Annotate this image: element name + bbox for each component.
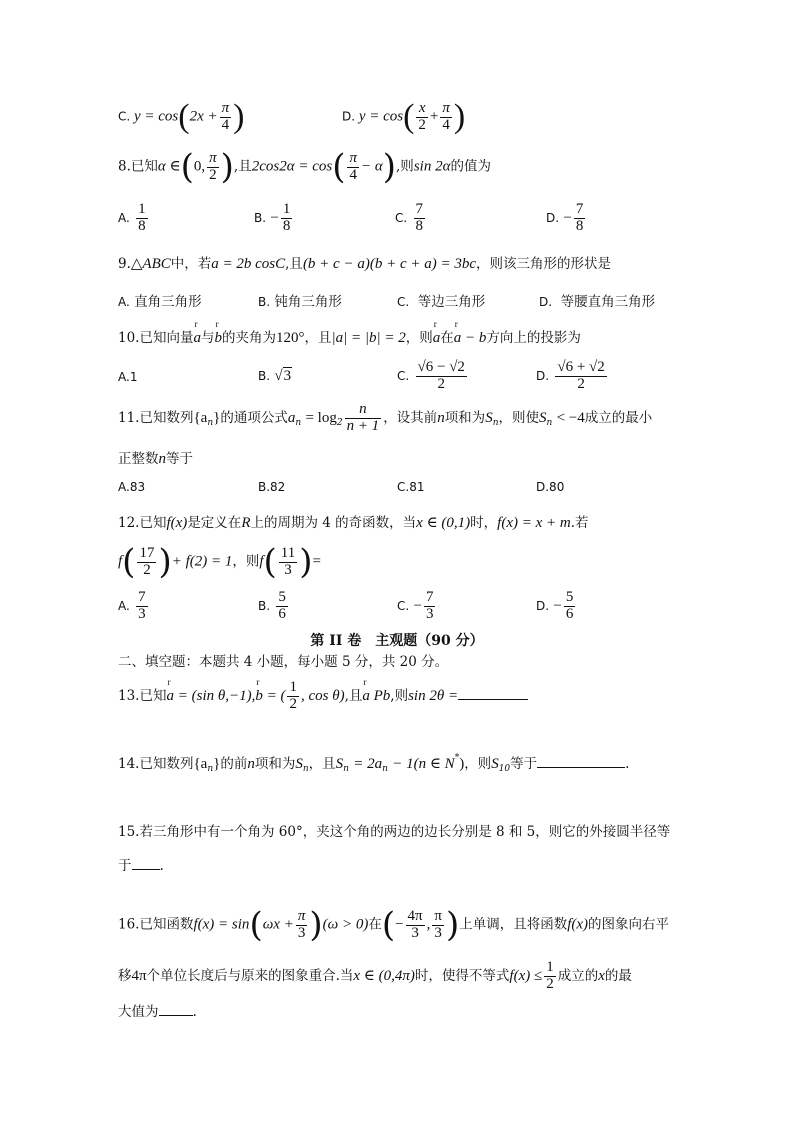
q11-text: ，设其前 (383, 409, 438, 426)
q11-line2 (118, 447, 193, 468)
frac-num: √6 − √2 (417, 359, 465, 375)
q9-option-d (539, 290, 655, 310)
sub: n (302, 764, 309, 774)
answer-blank[interactable] (159, 1015, 193, 1016)
answer-blank[interactable] (537, 767, 625, 768)
frac-num: 1 (289, 679, 297, 695)
sub: n (492, 417, 499, 428)
frac-den: 2 (289, 695, 297, 712)
frac-den: 4 (442, 116, 450, 133)
q10-option-a: A.1 (118, 370, 138, 384)
shift: 4π (131, 967, 147, 984)
frac-num: 5 (565, 589, 574, 605)
frac-num: x (416, 101, 428, 118)
option-label: D. (536, 598, 550, 613)
q14-text: ，则 (464, 756, 492, 772)
q9-option-a (118, 290, 202, 310)
q9-eq1: a = 2b cosC (211, 256, 286, 272)
option-label: A. (118, 210, 130, 225)
q8-text: 的值为 (450, 158, 491, 175)
q11-text: 成立的最小 (584, 409, 653, 426)
option-text: 钝角三角形 (274, 294, 342, 310)
q10-option-c (397, 360, 469, 393)
q11-text: 等于 (166, 451, 193, 467)
q12-text: 是定义在 (187, 515, 242, 531)
plus: + f(2) = 1 (171, 553, 233, 570)
q16-text: 的最 (604, 967, 632, 984)
q11-text: 的通项公式 (220, 409, 288, 426)
q10-text: 10.已知向量 (118, 330, 194, 346)
option-label: D. (536, 368, 550, 383)
q7-option-c: C. y = cos(2x + $\frac{\pi}{4}$ ) (118, 98, 245, 135)
n: n (247, 756, 255, 772)
frac-den: 3 (434, 924, 442, 941)
q10-text: 在 (440, 330, 454, 346)
option-label: A. (118, 598, 130, 613)
sqrt-value: 3 (283, 368, 292, 384)
q7-c-lhs: y = cos (133, 108, 179, 125)
q8-text: ,且 (233, 158, 252, 175)
frac-num: √6 + √2 (557, 359, 605, 375)
q8-alpha-in: α ∈ (157, 158, 181, 175)
q12-text: 12.已知 (118, 515, 167, 531)
q12-option-b (258, 590, 290, 623)
q13-text: ,且 (344, 687, 363, 704)
eq-tail: = 2a (353, 756, 383, 772)
q13-text: 13.已知 (118, 687, 167, 704)
vector-a: r a (193, 330, 201, 347)
option-label: A. (118, 295, 130, 309)
option-label: B. (254, 210, 267, 225)
q14-text: ，且 (308, 756, 336, 772)
q14-text: 项和为 (254, 756, 296, 772)
eq: S (335, 756, 344, 772)
frac-num: 17 (139, 544, 155, 561)
sup: * (454, 753, 460, 763)
option-label: D. (539, 295, 553, 309)
q15-line2 (118, 854, 164, 874)
q16-text: 时，使得不等式 (414, 967, 510, 984)
q10-text: 的夹角为 (221, 330, 276, 346)
vector-a: r a (433, 330, 441, 347)
option-label: B. (258, 295, 271, 309)
frac-den: 3 (138, 605, 146, 622)
cond: (ω > 0) (322, 916, 369, 933)
q13-a: r a = (sin θ,−1), (166, 688, 255, 705)
q12-text: .若 (570, 515, 589, 531)
answer-blank[interactable] (458, 699, 528, 700)
frac-num: π (434, 907, 442, 924)
option-label: B. (258, 369, 271, 383)
option-label: C. (397, 368, 410, 383)
q12-option-a (118, 590, 150, 623)
q16-line3 (118, 1000, 197, 1020)
seq: {a (193, 409, 208, 426)
q14-text: 等于 (510, 756, 538, 772)
cond: x ∈ (0,1) (416, 515, 471, 531)
ineq: < −4 (556, 409, 585, 426)
q14-text: 14.已知数列 (118, 756, 194, 772)
sub: 10 (498, 764, 511, 774)
frac-den: 8 (575, 217, 584, 234)
frac-num: 1 (282, 201, 291, 217)
q13-sin: sin 2θ = (408, 687, 459, 704)
frac-den: 2 (546, 975, 554, 992)
sub: n (382, 764, 388, 774)
frac-num: 1 (546, 959, 554, 975)
frac-den: 2 (577, 375, 585, 392)
sign: − (413, 597, 422, 614)
q10-text: ，则 (405, 330, 433, 346)
frac-den: n + 1 (346, 417, 380, 434)
sn: S (485, 409, 493, 426)
frac-den: 3 (425, 605, 434, 622)
sign: − (553, 597, 562, 614)
frac-num: π (442, 99, 450, 116)
q11-stem (118, 402, 652, 435)
q14-stem (118, 752, 629, 774)
option-label: C. (395, 210, 408, 225)
q10-eq: |a| = |b| = 2 (331, 330, 406, 346)
fx: f(x) (567, 916, 589, 933)
sn: S (295, 756, 303, 772)
q12-option-d (536, 590, 577, 623)
frac-num: π (349, 149, 357, 166)
q8-option-d (546, 202, 587, 235)
q8-stem: 8.已知α ∈(0, $\frac{\pi}{2}$ ),且2cos2α = cos( $\frac{\pi}{4}$ − α),则sin 2α的值为 (118, 147, 491, 187)
frac-num: π (297, 907, 306, 924)
frac-num: 7 (575, 201, 584, 217)
eq: = log (305, 409, 337, 426)
q16-text: 个单位长度后与原来的图象重合.当 (146, 967, 354, 984)
q11-text: 正整数 (118, 451, 159, 467)
option-label: B. (258, 598, 271, 613)
q10-stem (118, 326, 581, 347)
sign: − (563, 209, 572, 226)
q11-text: 项和为 (444, 409, 486, 426)
q13-rel: r a Pb (362, 688, 390, 705)
q15-line1: 15.若三角形中有一个角为 60°，夹这个角的两边的边长分别是 8 和 5，则它的外接圆半径等 (118, 824, 671, 840)
eq: = (312, 553, 321, 570)
q9-text: 9. (118, 256, 131, 272)
sub: n (295, 417, 302, 428)
q11-text: ，则使 (498, 409, 539, 426)
cond: x ∈ (0,4π) (353, 967, 415, 984)
q16-text: 移 (118, 967, 132, 984)
an: a (287, 409, 296, 426)
frac-den: 2 (209, 166, 217, 183)
frac-den: 6 (565, 605, 574, 622)
q14-text: 的前 (220, 756, 248, 772)
q12-text: ，则 (232, 553, 260, 570)
q14-end: . (625, 756, 630, 772)
q9-eq2: (b + c − a)(b + c + a) = 3bc (302, 256, 477, 272)
frac-den: 2 (143, 561, 151, 578)
q10-text: 方向上的投影为 (486, 330, 581, 346)
frac-den: 3 (411, 924, 419, 941)
frac-num: 7 (138, 589, 146, 605)
q10-text: 与 (200, 330, 215, 346)
s10: S (491, 756, 499, 772)
angle: 120° (275, 330, 305, 346)
inner: ωx + (262, 916, 294, 933)
q12-text: 时， (470, 515, 498, 531)
q16-text: 大值为 (118, 1004, 159, 1020)
q16-text: 在 (368, 916, 382, 933)
q11-option-d: D.80 (536, 480, 565, 494)
frac-den: 2 (437, 375, 445, 392)
frac-num: 4π (407, 907, 423, 924)
q12-text: 上的周期为 4 的奇函数，当 (250, 515, 417, 531)
frac-den: 4 (349, 166, 357, 183)
q10-text: ，且 (304, 330, 332, 346)
frac-num: 1 (138, 201, 146, 217)
q9-option-b (258, 290, 342, 310)
q15-text: 于 (118, 858, 132, 874)
seq: {a (193, 756, 208, 772)
frac-num: 7 (415, 201, 423, 217)
frac-den: 2 (418, 116, 426, 133)
q16-line1: 16.已知函数f(x) = sin(ωx + $\frac{\pi}{3}$ )(ω > 0)在(− $\frac{4\pi}{3}$ , $\frac{\pi}{3}$ )上单调，且将函数f(x)的图象向右平 (118, 905, 670, 945)
option-text: 等边三角形 (417, 294, 486, 310)
q9-text: ，则该三角形的形状是 (476, 256, 612, 272)
q11-option-b: B.82 (258, 480, 286, 494)
n: n (158, 451, 166, 467)
q8-option-c (395, 202, 427, 235)
x: x (598, 967, 605, 984)
frac-num: π (221, 99, 230, 116)
option-label: D. (546, 210, 560, 225)
q10-option-d (536, 360, 609, 393)
q11-option-c: C.81 (397, 480, 425, 494)
ineq: f(x) ≤ (509, 967, 543, 984)
frac-den: 8 (138, 217, 146, 234)
q9-stem (118, 252, 611, 273)
f: f (118, 553, 123, 570)
option-label: C. (397, 598, 410, 613)
option-label: D. (342, 109, 356, 124)
part2-heading: 第 II 卷 主观题（90 分） (310, 633, 484, 649)
frac-num: 11 (280, 544, 296, 561)
section-heading: 二、填空题：本题共 4 小题，每小题 5 分，共 20 分。 (118, 654, 449, 670)
vector-b: r b (214, 330, 222, 347)
q16-text: 的图象向右平 (588, 916, 670, 933)
q8-minus: − α (361, 158, 383, 175)
q16-end: . (192, 1004, 197, 1020)
f: f (259, 553, 264, 570)
q10-options (118, 360, 678, 400)
q8-text: ,则 (396, 158, 414, 175)
q8-option-b (254, 202, 294, 235)
q15-end: . (159, 858, 164, 874)
q8-option-a (118, 202, 150, 235)
answer-blank[interactable] (132, 869, 160, 870)
sub: n (343, 764, 349, 774)
frac-den: 6 (278, 605, 286, 622)
q16-text: 16.已知函数 (118, 916, 194, 933)
q8-eq: 2cos2α = cos (251, 158, 333, 175)
frac-num: π (209, 149, 217, 166)
option-text: 等腰直角三角形 (560, 294, 656, 310)
q13-b-tail: , cos θ) (300, 687, 345, 704)
vector-a-minus-b: r a − b (454, 330, 487, 347)
sub: n (207, 764, 214, 774)
q16-text: 成立的 (557, 967, 599, 984)
frac-num: 7 (425, 589, 434, 605)
log-base: 2 (336, 417, 343, 428)
option-label: C. (118, 109, 131, 124)
q13-stem (118, 680, 528, 713)
frac-den: 3 (284, 561, 292, 578)
q9-tri: △ABC (130, 256, 171, 272)
frac-num: n (345, 402, 382, 419)
sn: S (538, 409, 547, 426)
sub: n (546, 417, 553, 428)
q16-line2 (118, 960, 632, 993)
q9-text: 中，若 (170, 256, 212, 272)
seq-close: } (213, 756, 221, 772)
q12-line2: f( $\frac{17}{2}$ )+ f(2) = 1，则f( $\frac{11}{3}$ )= (118, 542, 321, 582)
q8-int: 0, (193, 158, 206, 175)
q9-text: ,且 (285, 256, 303, 272)
q10-option-b: B. √3 (258, 368, 292, 384)
eq-close: ) (459, 756, 465, 772)
sign: − (270, 209, 279, 226)
q13-b: r b = ( (255, 688, 285, 705)
eq-tail: − 1(n ∈ N (392, 756, 455, 772)
option-text: 直角三角形 (134, 294, 202, 310)
sub: n (207, 417, 214, 428)
frac-num: 5 (278, 589, 286, 605)
fx: f(x) (166, 515, 188, 531)
frac-den: 8 (282, 217, 291, 234)
def: f(x) = x + m (497, 515, 571, 531)
plus: + (429, 108, 439, 125)
q7-option-d: D. y = cos( $\frac{x}{2}$ + $\frac{\pi}{4}$ ) (342, 98, 466, 135)
q13-text: ,则 (390, 687, 409, 704)
q11-text: 11.已知数列 (118, 409, 194, 426)
frac-den: 3 (297, 924, 306, 941)
q8-sin: sin 2α (413, 158, 451, 175)
fx: f(x) = sin (193, 916, 250, 933)
q8-text: 8.已知 (118, 158, 158, 175)
q7-c-inner: 2x + (189, 108, 218, 125)
R: R (241, 515, 251, 531)
frac-den: 8 (415, 217, 423, 234)
q16-text: 上单调，且将函数 (459, 916, 568, 933)
q11-option-a: A.83 (118, 480, 146, 494)
q12-stem (118, 511, 589, 532)
frac-den: 4 (221, 116, 230, 133)
q12-option-c (397, 590, 437, 623)
n: n (437, 409, 445, 426)
q7-d-lhs: y = cos (358, 108, 404, 125)
q9-option-c (397, 290, 485, 310)
seq-close: } (213, 409, 221, 426)
option-label: C. (397, 295, 410, 309)
